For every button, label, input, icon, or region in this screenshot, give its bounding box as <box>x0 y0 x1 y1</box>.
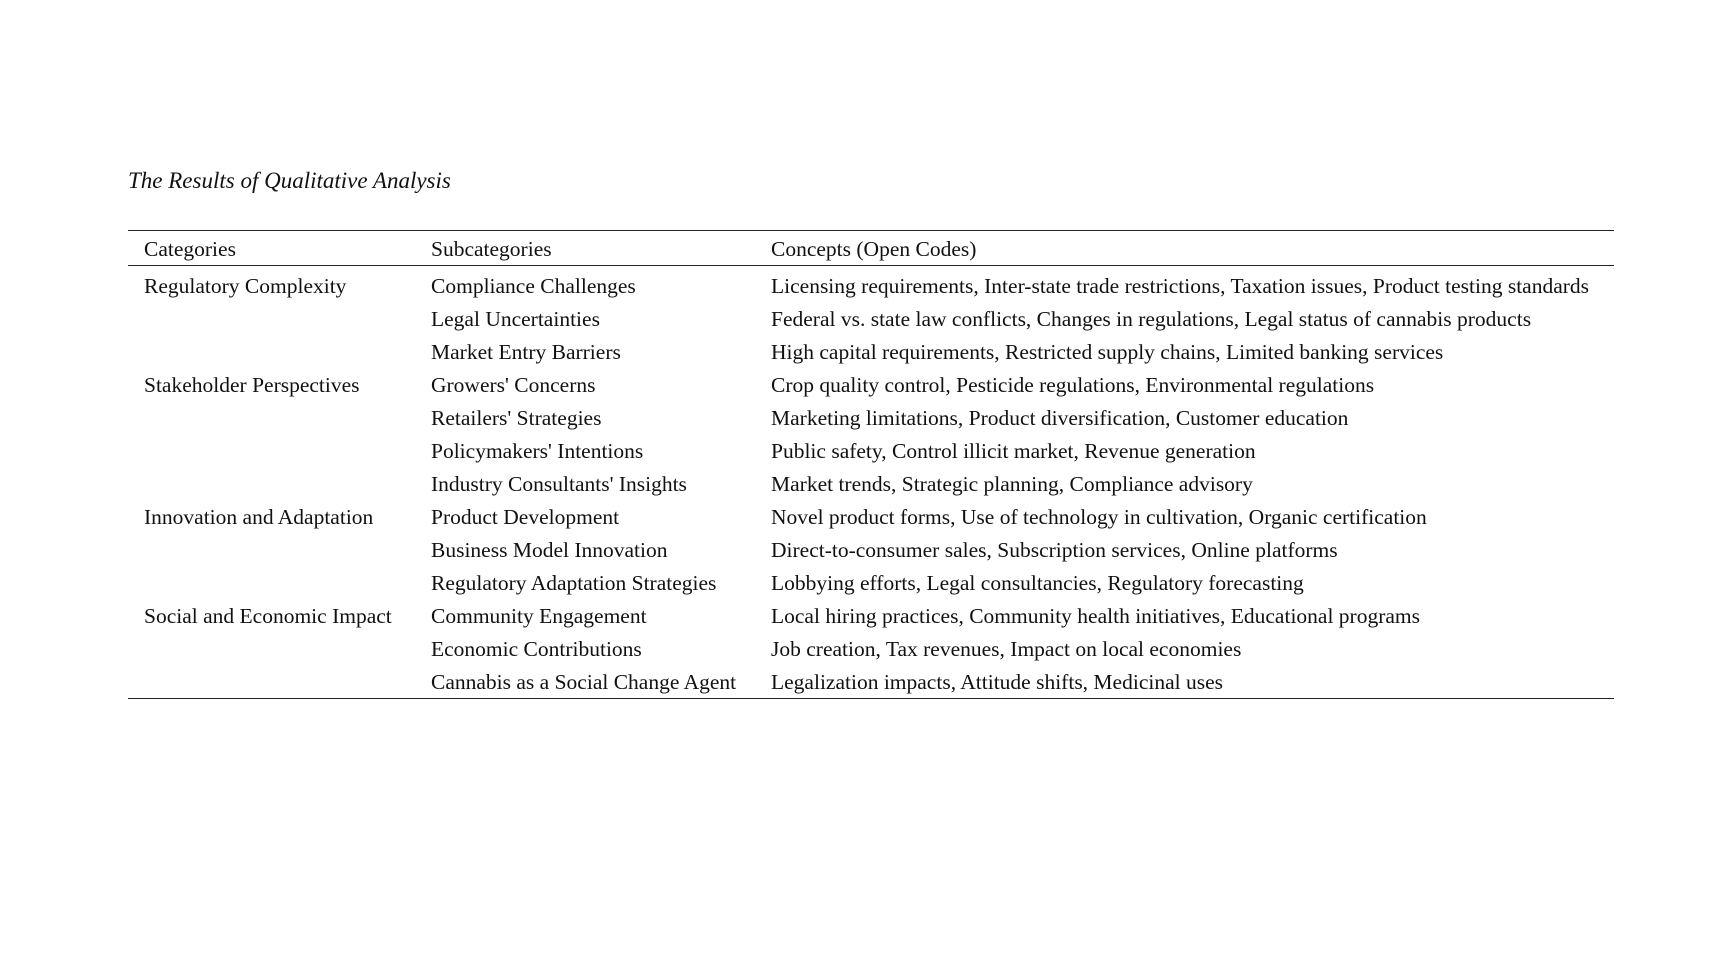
concepts-cell: Local hiring practices, Community health initiatives, Educational programs <box>771 604 1421 628</box>
header-row <box>128 231 1614 266</box>
table-row <box>128 467 1614 500</box>
subcategory-cell: Legal Uncertainties <box>431 307 600 331</box>
concepts-cell: Public safety, Control illicit market, Revenue generation <box>771 439 1256 463</box>
category-cell <box>128 632 415 665</box>
subcategory-cell: Cannabis as a Social Change Agent <box>431 670 737 694</box>
table-header <box>128 231 1614 266</box>
subcategory-cell: Compliance Challenges <box>431 274 636 298</box>
concepts-cell: Direct-to-consumer sales, Subscription services, Online platforms <box>771 538 1338 562</box>
table-row <box>128 500 1614 533</box>
concepts-cell: High capital requirements, Restricted supply chains, Limited banking services <box>771 340 1444 364</box>
table-row <box>128 434 1614 467</box>
category-cell <box>128 533 415 566</box>
subcategory-cell: Community Engagement <box>431 604 647 628</box>
concepts-cell: Job creation, Tax revenues, Impact on local economies <box>771 637 1242 661</box>
category-cell <box>128 434 415 467</box>
concepts-cell: Marketing limitations, Product diversification, Customer education <box>771 406 1349 430</box>
table-row <box>128 266 1614 303</box>
category-cell <box>128 302 415 335</box>
subcategory-cell: Product Development <box>431 505 620 529</box>
subcategory-cell: Market Entry Barriers <box>431 340 621 364</box>
concepts-cell: Market trends, Strategic planning, Compliance advisory <box>771 472 1253 496</box>
table-row <box>128 302 1614 335</box>
table-row <box>128 599 1614 632</box>
table-caption: The Results of Qualitative Analysis <box>128 168 451 193</box>
subcategory-cell: Growers' Concerns <box>431 373 596 397</box>
concepts-cell: Legalization impacts, Attitude shifts, Medicinal uses <box>771 670 1224 694</box>
category-cell: Regulatory Complexity <box>144 274 347 298</box>
table-body <box>128 266 1614 699</box>
subcategory-cell: Business Model Innovation <box>431 538 668 562</box>
category-cell <box>128 401 415 434</box>
category-cell <box>128 566 415 599</box>
subcategory-cell: Policymakers' Intentions <box>431 439 644 463</box>
category-cell: Innovation and Adaptation <box>144 505 374 529</box>
subcategory-cell: Regulatory Adaptation Strategies <box>431 571 717 595</box>
concepts-cell: Federal vs. state law conflicts, Changes in regulations, Legal status of cannabis products <box>771 307 1532 331</box>
concepts-cell: Lobbying efforts, Legal consultancies, Regulatory forecasting <box>771 571 1304 595</box>
header-concepts: Concepts (Open Codes) <box>771 237 977 261</box>
category-cell: Stakeholder Perspectives <box>144 373 360 397</box>
table-row <box>128 335 1614 368</box>
subcategory-cell: Economic Contributions <box>431 637 642 661</box>
table-row <box>128 368 1614 401</box>
table-row <box>128 632 1614 665</box>
concepts-cell: Crop quality control, Pesticide regulations, Environmental regulations <box>771 373 1375 397</box>
category-cell <box>128 335 415 368</box>
results-table-container <box>128 230 1614 699</box>
header-subcategories: Subcategories <box>431 237 552 261</box>
table-row <box>128 665 1614 699</box>
results-table <box>128 230 1614 699</box>
table-row <box>128 566 1614 599</box>
category-cell: Social and Economic Impact <box>144 604 392 628</box>
header-categories: Categories <box>144 237 236 261</box>
table-row <box>128 401 1614 434</box>
category-cell <box>128 665 415 699</box>
subcategory-cell: Retailers' Strategies <box>431 406 602 430</box>
concepts-cell: Novel product forms, Use of technology in cultivation, Organic certification <box>771 505 1427 529</box>
subcategory-cell: Industry Consultants' Insights <box>431 472 687 496</box>
concepts-cell: Licensing requirements, Inter-state trade restrictions, Taxation issues, Product testing standards <box>771 274 1590 298</box>
table-row <box>128 533 1614 566</box>
category-cell <box>128 467 415 500</box>
